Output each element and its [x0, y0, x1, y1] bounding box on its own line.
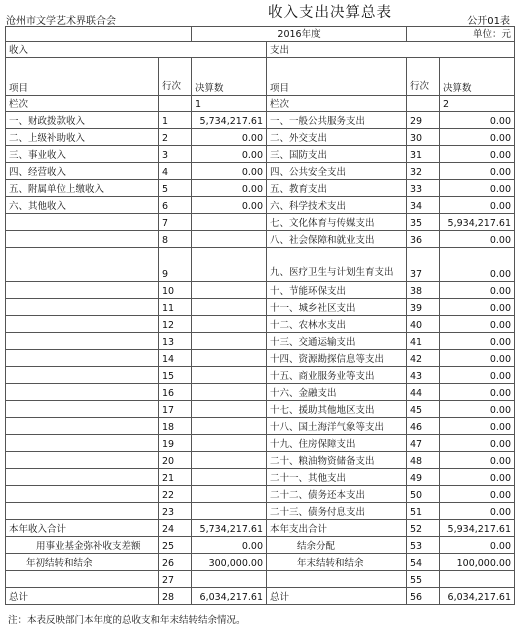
expense-amount: 0.00 [440, 384, 515, 401]
income-amount [192, 486, 267, 503]
expense-item-name: 七、文化体育与传媒支出 [267, 214, 407, 231]
income-amount [192, 401, 267, 418]
expense-line-number: 29 [407, 112, 440, 129]
income-line-number: 6 [159, 197, 192, 214]
expense-amount: 0.00 [440, 435, 515, 452]
table-row [6, 112, 515, 129]
expense-line-number: 52 [407, 520, 440, 537]
expense-line-number: 47 [407, 435, 440, 452]
expense-amount: 0.00 [440, 316, 515, 333]
income-line-number: 24 [159, 520, 192, 537]
income-line-number: 12 [159, 316, 192, 333]
expense-amount: 0.00 [440, 231, 515, 248]
expense-amount: 5,934,217.61 [440, 214, 515, 231]
expense-amount: 0.00 [440, 299, 515, 316]
expense-amount: 0.00 [440, 112, 515, 129]
income-item-name: 四、经营收入 [6, 163, 159, 180]
table-row [6, 503, 515, 520]
income-item-name: 用事业基金弥补收支差额 [6, 537, 159, 554]
income-amount: 5,734,217.61 [192, 520, 267, 537]
expense-amount: 0.00 [440, 367, 515, 384]
income-line-header: 行次 [159, 58, 192, 96]
income-amount [192, 469, 267, 486]
table-row [6, 537, 515, 554]
income-item-name [6, 435, 159, 452]
expense-line-number: 49 [407, 469, 440, 486]
expense-line-number: 50 [407, 486, 440, 503]
income-amount-header: 决算数 [192, 58, 267, 96]
expense-line-number: 31 [407, 146, 440, 163]
table-row [6, 486, 515, 503]
table-row [6, 435, 515, 452]
table-row [6, 214, 515, 231]
income-amount [192, 384, 267, 401]
report-year: 2016年度 [192, 27, 407, 42]
income-item-name [6, 333, 159, 350]
income-item-name: 一、财政拨款收入 [6, 112, 159, 129]
expense-amount: 0.00 [440, 418, 515, 435]
expense-amount: 0.00 [440, 503, 515, 520]
expense-amount: 0.00 [440, 248, 515, 282]
expense-item-name: 总计 [267, 588, 407, 605]
expense-item-name: 二十一、其他支出 [267, 469, 407, 486]
income-line-number: 3 [159, 146, 192, 163]
income-line-number: 17 [159, 401, 192, 418]
expense-line-number: 39 [407, 299, 440, 316]
expense-item-name: 结余分配 [267, 537, 407, 554]
table-row [6, 231, 515, 248]
report-header [0, 0, 520, 26]
expense-line-number: 55 [407, 571, 440, 588]
expense-item-header: 项目 [267, 58, 407, 96]
expense-line-number: 48 [407, 452, 440, 469]
expense-column-label: 栏次 [267, 96, 407, 112]
table-row [6, 418, 515, 435]
expense-line-number: 34 [407, 197, 440, 214]
expense-line-number: 37 [407, 248, 440, 282]
expense-amount: 0.00 [440, 469, 515, 486]
expense-amount: 0.00 [440, 163, 515, 180]
income-item-name [6, 231, 159, 248]
income-amount [192, 418, 267, 435]
income-line-number: 7 [159, 214, 192, 231]
income-line-number: 20 [159, 452, 192, 469]
income-item-name [6, 469, 159, 486]
income-amount [192, 214, 267, 231]
income-line-number: 5 [159, 180, 192, 197]
expense-line-number: 33 [407, 180, 440, 197]
expense-amount: 0.00 [440, 452, 515, 469]
expense-item-name: 九、医疗卫生与计划生育支出 [267, 248, 407, 282]
income-amount [192, 571, 267, 588]
footnote: 注：本表反映部门本年度的总收支和年末结转结余情况。 [8, 615, 246, 626]
income-amount [192, 282, 267, 299]
report-title: 收入支出决算总表 [268, 5, 392, 21]
income-amount [192, 367, 267, 384]
expense-item-name: 十七、援助其他地区支出 [267, 401, 407, 418]
expense-item-name: 六、科学技术支出 [267, 197, 407, 214]
table-row [6, 282, 515, 299]
income-item-name: 年初结转和结余 [6, 554, 159, 571]
report-table [5, 26, 515, 605]
income-line-number: 26 [159, 554, 192, 571]
income-column-label: 栏次 [6, 96, 159, 112]
expense-item-name: 十三、交通运输支出 [267, 333, 407, 350]
income-item-name: 二、上级补助收入 [6, 129, 159, 146]
expense-line-number: 40 [407, 316, 440, 333]
income-amount: 5,734,217.61 [192, 112, 267, 129]
expense-amount: 0.00 [440, 401, 515, 418]
income-item-name [6, 401, 159, 418]
unit-label: 单位：元 [407, 27, 515, 42]
income-amount [192, 350, 267, 367]
table-row [6, 248, 515, 282]
expense-item-name: 十六、金融支出 [267, 384, 407, 401]
table-row [6, 299, 515, 316]
income-item-name: 本年收入合计 [6, 520, 159, 537]
expense-item-name: 二十、粮油物资储备支出 [267, 452, 407, 469]
expense-item-name: 十八、国土海洋气象等支出 [267, 418, 407, 435]
table-row [6, 333, 515, 350]
table-row [6, 520, 515, 537]
expense-item-name: 年末结转和结余 [267, 554, 407, 571]
expense-amount-header: 决算数 [440, 58, 515, 96]
expense-line-number: 44 [407, 384, 440, 401]
table-row [6, 350, 515, 367]
expense-amount: 0.00 [440, 486, 515, 503]
expense-item-name: 十五、商业服务业等支出 [267, 367, 407, 384]
table-row [6, 571, 515, 588]
table-row [6, 180, 515, 197]
income-item-name [6, 214, 159, 231]
income-item-name [6, 384, 159, 401]
income-line-number: 22 [159, 486, 192, 503]
income-item-name: 总计 [6, 588, 159, 605]
expense-item-name: 十九、住房保障支出 [267, 435, 407, 452]
expense-item-name: 本年支出合计 [267, 520, 407, 537]
expense-item-name: 二、外交支出 [267, 129, 407, 146]
income-line-number: 11 [159, 299, 192, 316]
expense-amount: 0.00 [440, 197, 515, 214]
expense-line-number: 54 [407, 554, 440, 571]
expense-item-name: 十一、城乡社区支出 [267, 299, 407, 316]
column-number-2: 2 [440, 96, 515, 112]
income-line-number: 18 [159, 418, 192, 435]
expense-line-number: 43 [407, 367, 440, 384]
income-amount [192, 333, 267, 350]
income-amount [192, 248, 267, 282]
income-item-name [6, 299, 159, 316]
income-amount: 0.00 [192, 146, 267, 163]
form-number: 公开01表 [467, 16, 510, 27]
table-row [6, 146, 515, 163]
income-amount [192, 435, 267, 452]
income-item-name [6, 571, 159, 588]
table-row [6, 367, 515, 384]
blank-cell [6, 27, 192, 42]
income-line-number: 14 [159, 350, 192, 367]
expense-line-number: 53 [407, 537, 440, 554]
expense-item-name: 十二、农林水支出 [267, 316, 407, 333]
income-line-number: 25 [159, 537, 192, 554]
expense-line-number: 32 [407, 163, 440, 180]
income-amount: 0.00 [192, 197, 267, 214]
expense-item-name: 十、节能环保支出 [267, 282, 407, 299]
expense-amount: 0.00 [440, 129, 515, 146]
expense-line-number: 45 [407, 401, 440, 418]
expense-item-name: 一、一般公共服务支出 [267, 112, 407, 129]
expense-line-number: 38 [407, 282, 440, 299]
expense-item-name [267, 571, 407, 588]
income-item-name [6, 316, 159, 333]
income-line-number: 10 [159, 282, 192, 299]
expense-amount: 0.00 [440, 537, 515, 554]
income-amount: 0.00 [192, 180, 267, 197]
income-amount [192, 231, 267, 248]
income-line-number: 28 [159, 588, 192, 605]
table-row [6, 384, 515, 401]
expense-amount [440, 571, 515, 588]
blank-cell [407, 96, 440, 112]
income-item-name: 六、其他收入 [6, 197, 159, 214]
expense-amount: 5,934,217.61 [440, 520, 515, 537]
expense-amount: 100,000.00 [440, 554, 515, 571]
income-item-name [6, 367, 159, 384]
table-row [6, 163, 515, 180]
expense-amount: 0.00 [440, 333, 515, 350]
expense-line-number: 51 [407, 503, 440, 520]
expense-item-name: 十四、资源勘探信息等支出 [267, 350, 407, 367]
expense-line-number: 46 [407, 418, 440, 435]
expense-line-number: 30 [407, 129, 440, 146]
organization-name: 沧州市文学艺术界联合会 [6, 16, 116, 27]
income-line-number: 23 [159, 503, 192, 520]
expense-item-name: 四、公共安全支出 [267, 163, 407, 180]
income-amount [192, 452, 267, 469]
income-line-number: 19 [159, 435, 192, 452]
expense-line-number: 56 [407, 588, 440, 605]
expense-item-name: 五、教育支出 [267, 180, 407, 197]
income-line-number: 16 [159, 384, 192, 401]
expense-amount: 0.00 [440, 146, 515, 163]
income-line-number: 1 [159, 112, 192, 129]
table-row [6, 401, 515, 418]
expense-line-header: 行次 [407, 58, 440, 96]
income-amount [192, 503, 267, 520]
expense-line-number: 36 [407, 231, 440, 248]
income-item-name: 三、事业收入 [6, 146, 159, 163]
income-amount: 300,000.00 [192, 554, 267, 571]
expense-item-name: 三、国防支出 [267, 146, 407, 163]
income-line-number: 8 [159, 231, 192, 248]
expense-amount: 6,034,217.61 [440, 588, 515, 605]
income-line-number: 2 [159, 129, 192, 146]
expense-amount: 0.00 [440, 180, 515, 197]
expense-amount: 0.00 [440, 350, 515, 367]
income-item-name: 五、附属单位上缴收入 [6, 180, 159, 197]
income-item-name [6, 248, 159, 282]
table-row [6, 197, 515, 214]
income-line-number: 21 [159, 469, 192, 486]
expense-item-name: 二十三、债务付息支出 [267, 503, 407, 520]
expense-line-number: 42 [407, 350, 440, 367]
income-item-name [6, 350, 159, 367]
table-row [6, 469, 515, 486]
blank-cell [159, 96, 192, 112]
expense-line-number: 35 [407, 214, 440, 231]
income-amount [192, 299, 267, 316]
income-line-number: 13 [159, 333, 192, 350]
table-row [6, 316, 515, 333]
expense-item-name: 二十二、债务还本支出 [267, 486, 407, 503]
table-row [6, 554, 515, 571]
expense-amount: 0.00 [440, 282, 515, 299]
income-item-name [6, 282, 159, 299]
income-amount: 0.00 [192, 129, 267, 146]
income-item-header: 项目 [6, 58, 159, 96]
income-amount [192, 316, 267, 333]
income-line-number: 4 [159, 163, 192, 180]
income-amount: 0.00 [192, 537, 267, 554]
income-item-name [6, 503, 159, 520]
income-amount: 6,034,217.61 [192, 588, 267, 605]
income-line-number: 15 [159, 367, 192, 384]
income-line-number: 9 [159, 248, 192, 282]
expense-line-number: 41 [407, 333, 440, 350]
expense-section-label: 支出 [267, 42, 515, 58]
table-row [6, 452, 515, 469]
column-number-1: 1 [192, 96, 267, 112]
income-section-label: 收入 [6, 42, 267, 58]
expense-item-name: 八、社会保障和就业支出 [267, 231, 407, 248]
income-item-name [6, 418, 159, 435]
table-row [6, 588, 515, 605]
table-row [6, 129, 515, 146]
income-item-name [6, 452, 159, 469]
income-item-name [6, 486, 159, 503]
income-line-number: 27 [159, 571, 192, 588]
income-amount: 0.00 [192, 163, 267, 180]
